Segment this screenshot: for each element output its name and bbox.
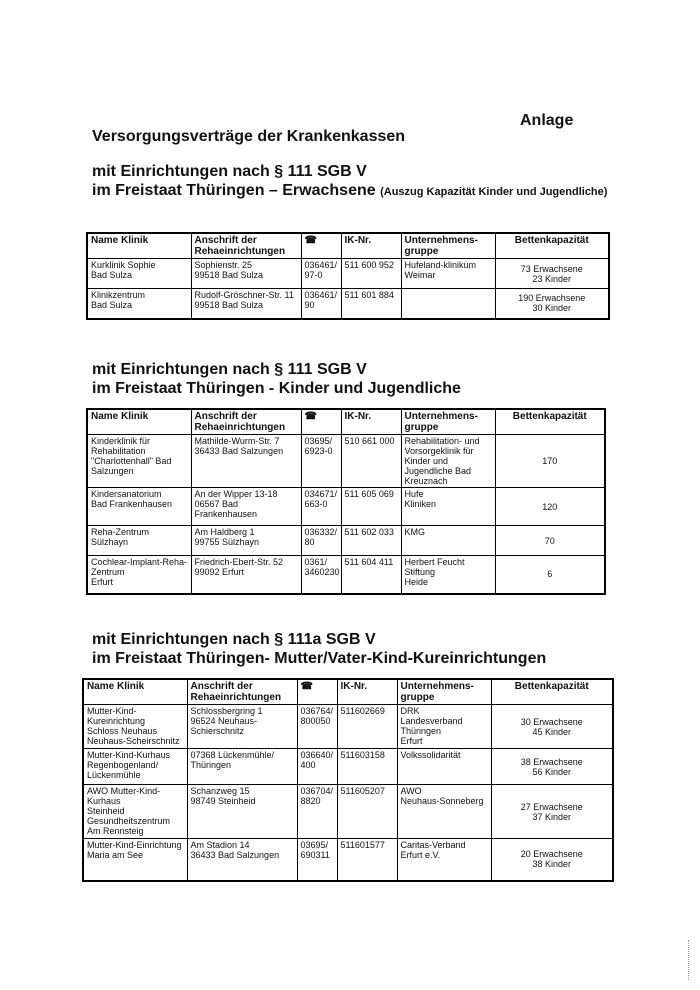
table-cell: 036764/ 800050 bbox=[297, 705, 337, 749]
table-cell: 27 Erwachsene 37 Kinder bbox=[491, 785, 613, 839]
table-cell: Hufe Kliniken bbox=[401, 488, 495, 526]
header-row bbox=[87, 233, 609, 259]
header-row bbox=[83, 679, 613, 705]
table-cell: Mutter-Kind- Kureinrichtung Schloss Neuhaus Neuhaus-Scheirschnitz bbox=[83, 705, 187, 749]
table-cell: 511 604 411 bbox=[341, 556, 401, 594]
column-header: Name Klinik bbox=[83, 679, 187, 705]
table-cell: 6 bbox=[495, 556, 605, 594]
column-header: IK-Nr. bbox=[341, 409, 401, 435]
table-cell: 511605207 bbox=[337, 785, 397, 839]
table-row bbox=[87, 435, 605, 488]
table-cell: Kurklinik Sophie Bad Sulza bbox=[87, 259, 191, 289]
column-header: IK-Nr. bbox=[341, 233, 401, 259]
anlage-label: Anlage bbox=[520, 112, 574, 129]
table-row bbox=[87, 259, 609, 289]
table-cell: 036640/ 400 bbox=[297, 749, 337, 785]
table-cell: 511603158 bbox=[337, 749, 397, 785]
section1-line1: mit Einrichtungen nach § 111 SGB V bbox=[92, 163, 367, 180]
table-cell: Klinikzentrum Bad Sulza bbox=[87, 289, 191, 319]
table-cell: 70 bbox=[495, 526, 605, 556]
column-header: Unternehmens-gruppe bbox=[401, 233, 495, 259]
table-cell: 03695/ 690311 bbox=[297, 839, 337, 881]
column-header: Bettenkapazität bbox=[495, 409, 605, 435]
table-cell: 511 602 033 bbox=[341, 526, 401, 556]
table-cell: Cochlear-Implant-Reha- Zentrum Erfurt bbox=[87, 556, 191, 594]
table-cell: 511 605 069 bbox=[341, 488, 401, 526]
column-header: ☎ bbox=[301, 233, 341, 259]
table-cell: Sophienstr. 25 99518 Bad Sulza bbox=[191, 259, 301, 289]
table-cell: 511 600 952 bbox=[341, 259, 401, 289]
section2-heading bbox=[92, 360, 461, 398]
column-header: ☎ bbox=[297, 679, 337, 705]
section2-table bbox=[86, 408, 606, 595]
table-cell: Hufeland-klinikum Weimar bbox=[401, 259, 495, 289]
column-header: Anschrift der Rehaeinrichtungen bbox=[187, 679, 297, 705]
table-cell: 38 Erwachsene 56 Kinder bbox=[491, 749, 613, 785]
table-cell: Mutter-Kind-Einrichtung Maria am See bbox=[83, 839, 187, 881]
table-cell: Am Stadion 14 36433 Bad Salzungen bbox=[187, 839, 297, 881]
table-row bbox=[83, 749, 613, 785]
table-cell: Caritas-Verband Erfurt e.V. bbox=[397, 839, 491, 881]
table-row bbox=[87, 526, 605, 556]
column-header: Unternehmens-gruppe bbox=[401, 409, 495, 435]
table-cell: 0361/ 3460230 bbox=[301, 556, 341, 594]
section2-line1: mit Einrichtungen nach § 111 SGB V bbox=[92, 361, 367, 378]
table-cell: 170 bbox=[495, 435, 605, 488]
column-header: Anschrift der Rehaeinrichtungen bbox=[191, 233, 301, 259]
table-cell: Mathilde-Wurm-Str. 7 36433 Bad Salzungen bbox=[191, 435, 301, 488]
table-row bbox=[83, 785, 613, 839]
section1-line2: im Freistaat Thüringen – Erwachsene bbox=[92, 182, 376, 199]
table-cell: 510 661 000 bbox=[341, 435, 401, 488]
table-cell bbox=[401, 289, 495, 319]
table-cell: Am Haldberg 1 99755 Sülzhayn bbox=[191, 526, 301, 556]
table-cell: 036461/ 90 bbox=[301, 289, 341, 319]
section3-heading bbox=[92, 630, 546, 668]
table-cell: Kindersanatorium Bad Frankenhausen bbox=[87, 488, 191, 526]
table-cell: 20 Erwachsene 38 Kinder bbox=[491, 839, 613, 881]
section3-table bbox=[82, 678, 614, 882]
table-cell: Schlossbergring 1 96524 Neuhaus- Schierschnitz bbox=[187, 705, 297, 749]
section3-line1: mit Einrichtungen nach § 111a SGB V bbox=[92, 631, 376, 648]
section2-line2: im Freistaat Thüringen - Kinder und Jugendliche bbox=[92, 380, 461, 397]
table-cell: 30 Erwachsene 45 Kinder bbox=[491, 705, 613, 749]
table-cell: Kinderklinik für Rehabilitation "Charlottenhall" Bad Salzungen bbox=[87, 435, 191, 488]
table-row bbox=[87, 289, 609, 319]
section1-table bbox=[86, 232, 610, 320]
section1-note: (Auszug Kapazität Kinder und Jugendliche) bbox=[380, 186, 608, 198]
table-cell: KMG bbox=[401, 526, 495, 556]
scan-edge-mark bbox=[688, 940, 690, 980]
table-cell: AWO Neuhaus-Sonneberg bbox=[397, 785, 491, 839]
table-cell: Rehabilitation- und Vorsorgeklinik für Kinder und Jugendliche Bad Kreuznach bbox=[401, 435, 495, 488]
table-cell: 034671/ 663-0 bbox=[301, 488, 341, 526]
table-cell: 036461/ 97-0 bbox=[301, 259, 341, 289]
column-header: ☎ bbox=[301, 409, 341, 435]
column-header: Anschrift der Rehaeinrichtungen bbox=[191, 409, 301, 435]
table-cell: DRK Landesverband Thüringen Erfurt bbox=[397, 705, 491, 749]
column-header: IK-Nr. bbox=[337, 679, 397, 705]
main-title: Versorgungsverträge der Krankenkassen bbox=[92, 128, 406, 145]
table-cell: 73 Erwachsene 23 Kinder bbox=[495, 259, 609, 289]
table-row bbox=[87, 556, 605, 594]
table-cell: AWO Mutter-Kind- Kurhaus Steinheid Gesundheitszentrum Am Rennsteig bbox=[83, 785, 187, 839]
table-cell: An der Wipper 13-18 06567 Bad Frankenhausen bbox=[191, 488, 301, 526]
table-cell: Volkssolidarität bbox=[397, 749, 491, 785]
table-cell: Reha-Zentrum Sülzhayn bbox=[87, 526, 191, 556]
table-cell: 036332/ 80 bbox=[301, 526, 341, 556]
table-row bbox=[87, 488, 605, 526]
table-cell: 511601577 bbox=[337, 839, 397, 881]
table-cell: 07368 Lückenmühle/ Thüringen bbox=[187, 749, 297, 785]
table-cell: 036704/ 8820 bbox=[297, 785, 337, 839]
column-header: Bettenkapazität bbox=[491, 679, 613, 705]
table-cell: Rudolf-Gröschner-Str. 11 99518 Bad Sulza bbox=[191, 289, 301, 319]
table-cell: 511602669 bbox=[337, 705, 397, 749]
table-row bbox=[83, 839, 613, 881]
table-cell: Schanzweg 15 98749 Steinheid bbox=[187, 785, 297, 839]
table-cell: Friedrich-Ebert-Str. 52 99092 Erfurt bbox=[191, 556, 301, 594]
column-header: Name Klinik bbox=[87, 409, 191, 435]
column-header: Bettenkapazität bbox=[495, 233, 609, 259]
table-row bbox=[83, 705, 613, 749]
table-cell: Herbert Feucht Stiftung Heide bbox=[401, 556, 495, 594]
table-cell: 03695/ 6923-0 bbox=[301, 435, 341, 488]
table-cell: Mutter-Kind-Kurhaus Regenbogenland/ Lückenmühle bbox=[83, 749, 187, 785]
column-header: Unternehmens-gruppe bbox=[397, 679, 491, 705]
section1-heading bbox=[92, 162, 607, 202]
section3-line2: im Freistaat Thüringen- Mutter/Vater-Kind-Kureinrichtungen bbox=[92, 650, 547, 667]
header-row bbox=[87, 409, 605, 435]
section1-line2-wrap bbox=[92, 181, 607, 202]
table-cell: 190 Erwachsene 30 Kinder bbox=[495, 289, 609, 319]
column-header: Name Klinik bbox=[87, 233, 191, 259]
table-cell: 511 601 884 bbox=[341, 289, 401, 319]
table-cell: 120 bbox=[495, 488, 605, 526]
